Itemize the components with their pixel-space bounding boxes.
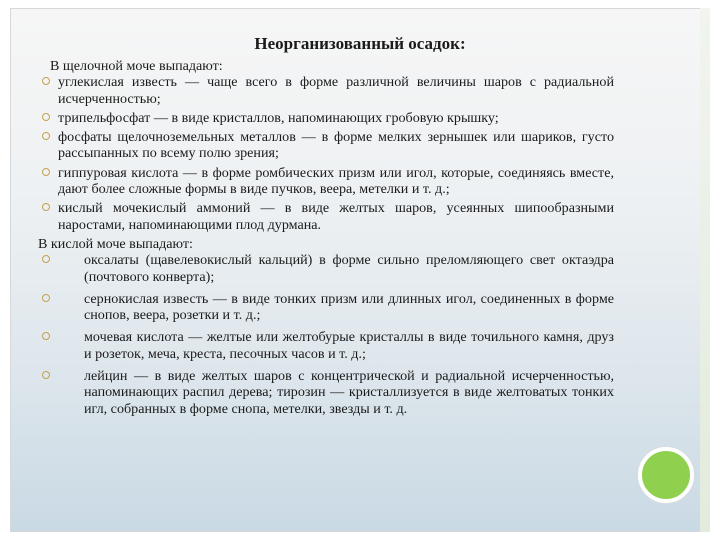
green-circle-icon bbox=[638, 447, 694, 503]
alkaline-heading: В щелочной моче выпадают: bbox=[50, 58, 223, 74]
ring-bullet-icon bbox=[42, 294, 50, 302]
list-item: углекислая известь — чаще всего в форме различной величины шаров с радиальной исчерченностью; bbox=[38, 74, 614, 107]
list-item: фосфаты щелочноземельных металлов — в форме мелких зернышек или шариков, густо рассыпанных по всему полю зрения; bbox=[38, 129, 614, 162]
ring-bullet-icon bbox=[42, 113, 50, 121]
list-item: оксалаты (щавелевокислый кальций) в форме сильно преломляющего свет октаэдра (почтового конверта); bbox=[38, 252, 614, 285]
list-item: трипельфосфат — в виде кристаллов, напоминающих гробовую крышку; bbox=[38, 110, 614, 126]
list-item: кислый мочекислый аммоний — в виде желтых шаров, усеянных шипообразными наростами, напоминающими плод дурмана. bbox=[38, 200, 614, 233]
alkaline-list bbox=[38, 74, 614, 233]
list-item: сернокислая известь — в виде тонких призм или длинных игол, соединенных в форме снопов, веера, розетки и т. д.; bbox=[38, 291, 614, 324]
ring-bullet-icon bbox=[42, 168, 50, 176]
slide-side-bar bbox=[700, 8, 710, 532]
ring-bullet-icon bbox=[42, 132, 50, 140]
ring-bullet-icon bbox=[42, 332, 50, 340]
acidic-heading: В кислой моче выпадают: bbox=[38, 235, 193, 252]
ring-bullet-icon bbox=[42, 255, 50, 263]
content bbox=[38, 58, 614, 423]
list-item: гиппуровая кислота — в форме ромбических призм или игол, которые, соединяясь вместе, дают более сложные формы в виде пучков, веера, метелки и т. д.; bbox=[38, 165, 614, 198]
ring-bullet-icon bbox=[42, 203, 50, 211]
ring-bullet-icon bbox=[42, 77, 50, 85]
list-item: лейцин — в виде желтых шаров с концентрической и радиальной исчерченностью, напоминающих распил дерева; тирозин — кристаллизуется в виде желтоватых тонких игл, собранных в форме снопа, метелки, звезды и т. д. bbox=[38, 368, 614, 417]
page-title: Неорганизованный осадок: bbox=[254, 34, 466, 53]
list-item: мочевая кислота — желтые или желтобурые кристаллы в виде точильного камня, друз и розеток, меча, креста, песочных часов и т. д.; bbox=[38, 329, 614, 362]
ring-bullet-icon bbox=[42, 371, 50, 379]
acidic-list bbox=[38, 252, 614, 417]
